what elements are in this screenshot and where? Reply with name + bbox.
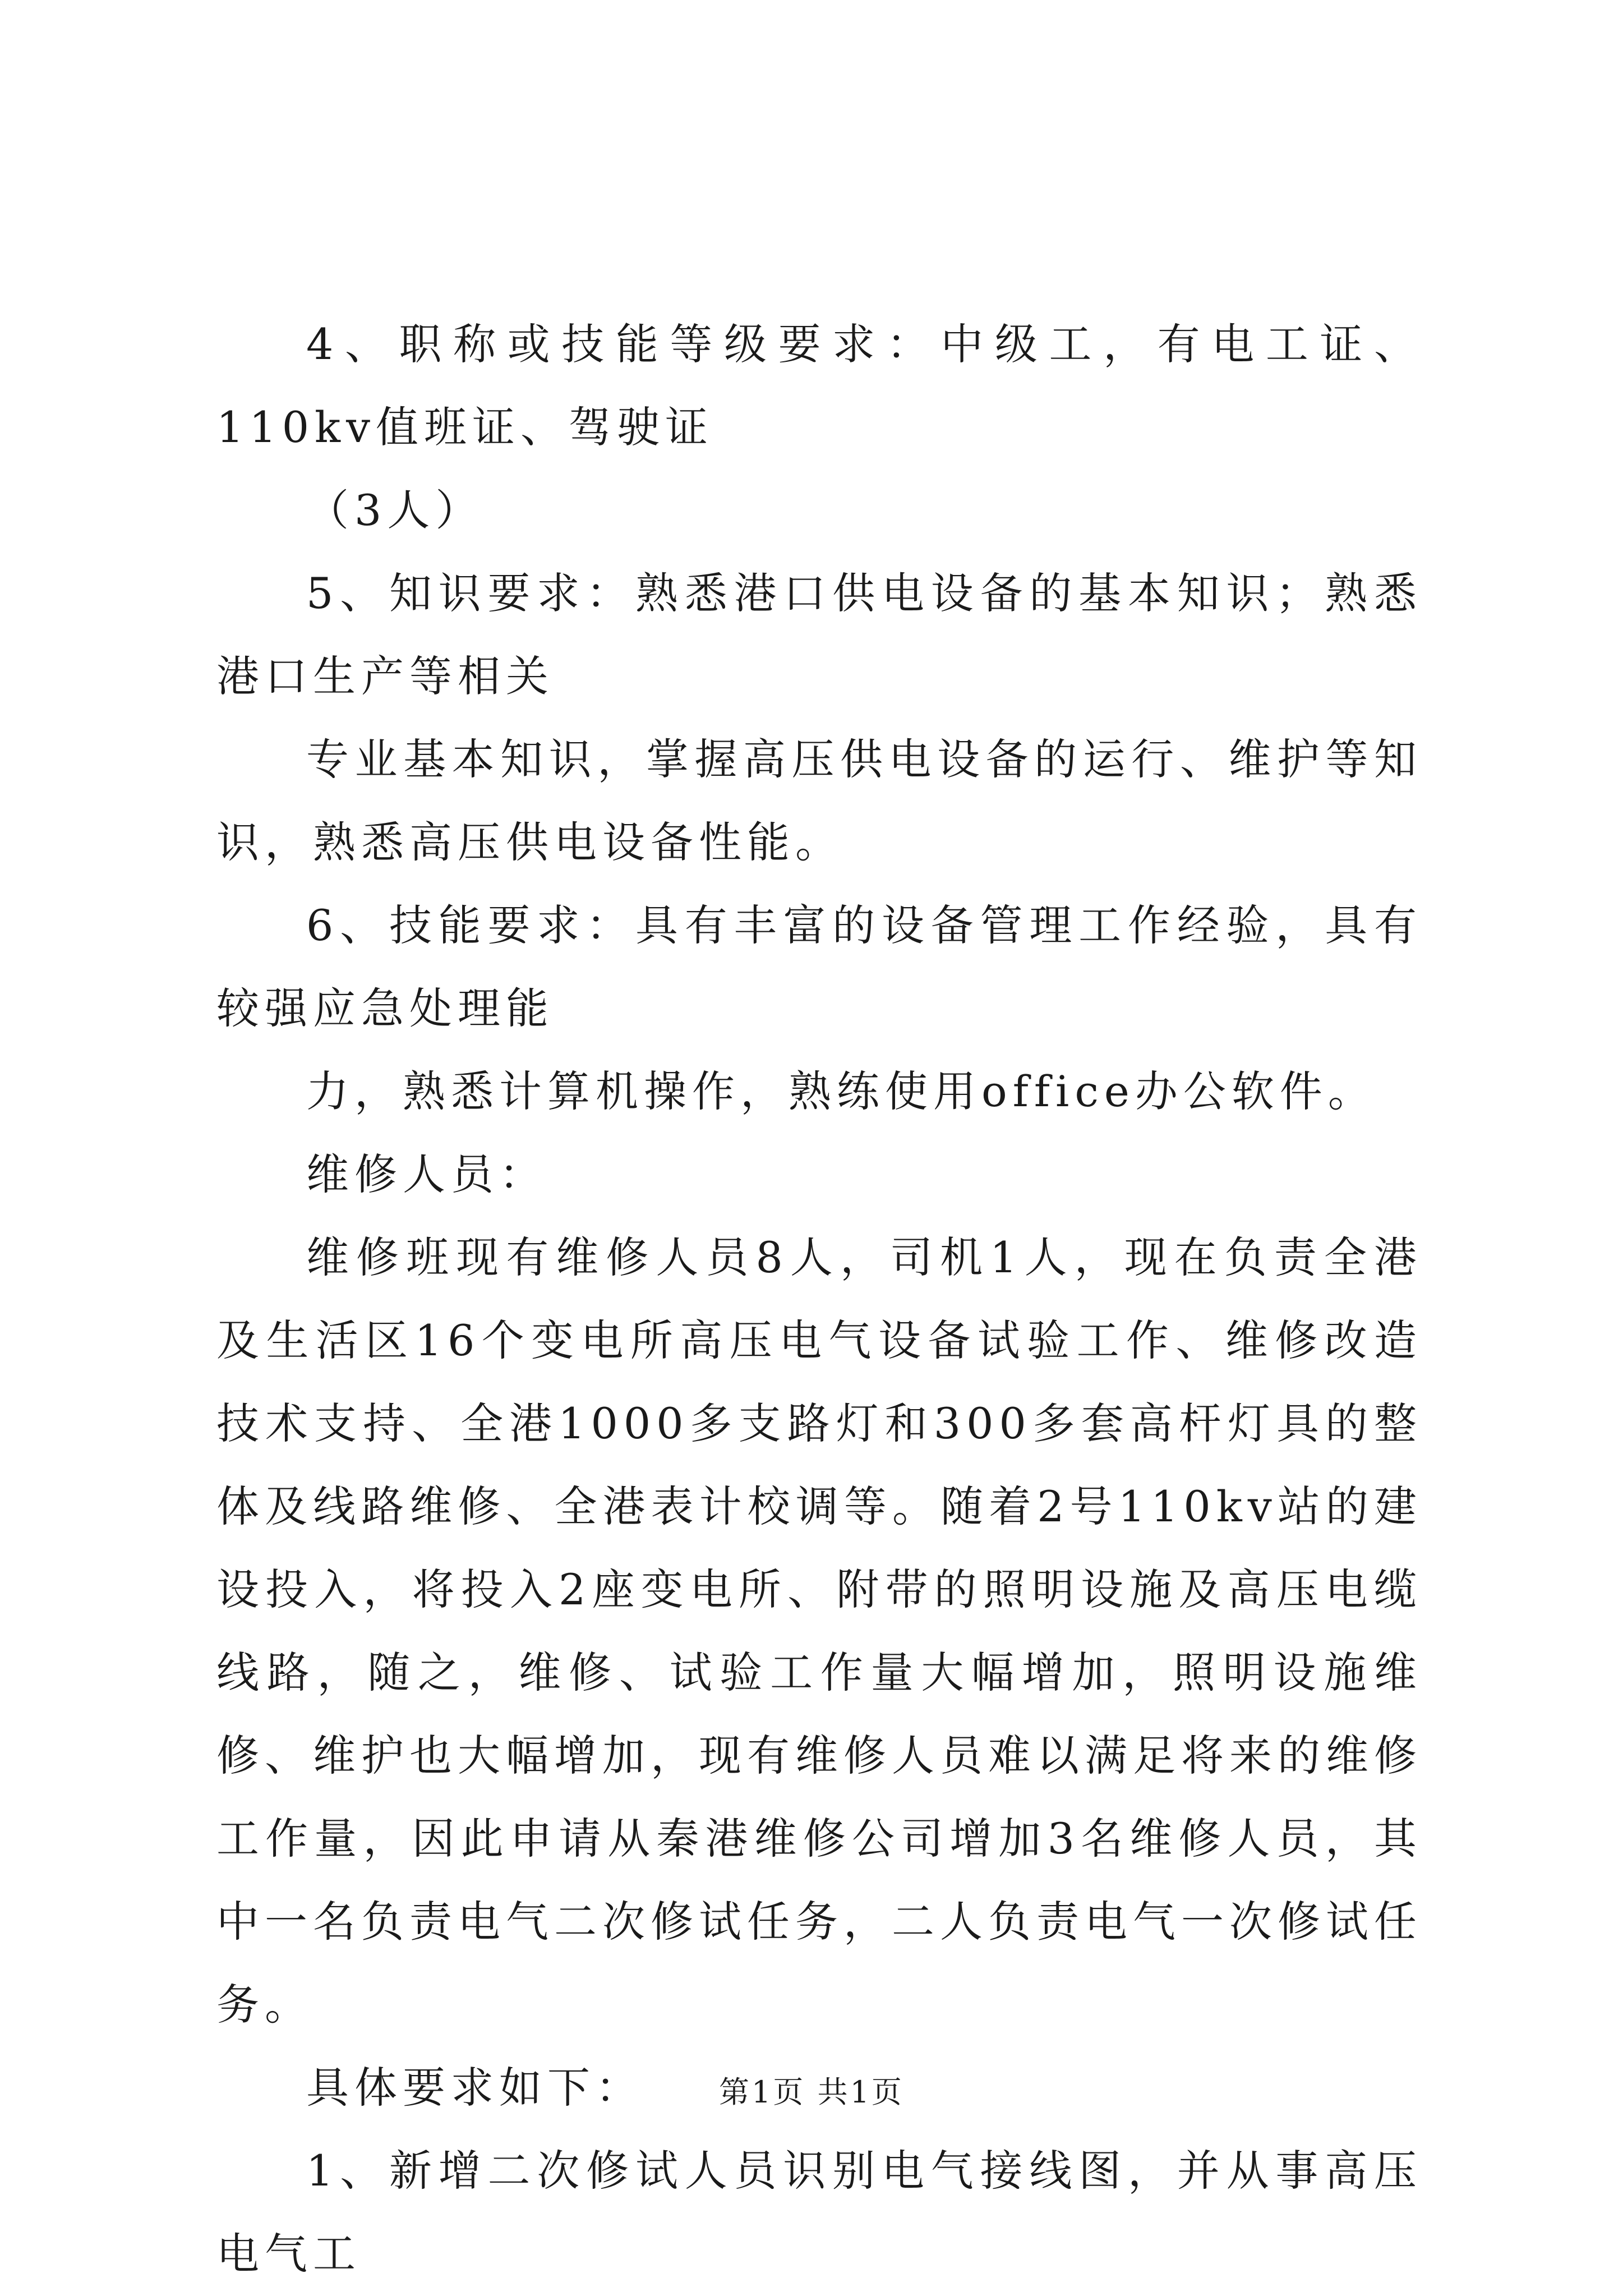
paragraph-skill-requirements: 6、技能要求：具有丰富的设备管理工作经验，具有较强应急处理能 (216, 900, 1422, 1033)
page-number-footer: 第1页 共1页 (719, 2074, 904, 2110)
paragraph-knowledge-requirements: 5、知识要求：熟悉港口供电设备的基本知识；熟悉港口生产等相关 (216, 568, 1422, 701)
paragraph-title-requirements: 4、职称或技能等级要求：中级工，有电工证、110kv值班证、驾驶证 (216, 319, 1422, 452)
paragraph-requirement-1: 1、新增二次修试人员识别电气接线图，并从事高压电气工 (216, 2146, 1422, 2279)
paragraph-skill-detail: 力，熟悉计算机操作，熟练使用office办公软件。 (306, 1066, 1376, 1116)
paragraph-maintenance-staff-heading: 维修人员： (306, 1149, 547, 1199)
paragraph-maintenance-staff-body: 维修班现有维修人员8人，司机1人，现在负责全港及生活区16个变电所高压电气设备试验工作、维修改造技术支持、全港1000多支路灯和300多套高杆灯具的整体及线路维修、全港表计校调等。随着2号110kv站的建设投入，将投入2座变电所、附带的照明设施及高压电缆线路，随之，维修、试验工作量大幅增加，照明设施维修、维护也大幅增加，现有维修人员难以满足将来的维修工作量，因此申请从秦港维修公司增加3名维修人员，其中一名负责电气二次修试任务，二人负责电气一次修试任务。 (216, 1232, 1422, 2030)
paragraph-knowledge-detail: 专业基本知识，掌握高压供电设备的运行、维护等知识，熟悉高压供电设备性能。 (216, 734, 1422, 867)
paragraph-headcount: （3人） (306, 485, 484, 535)
document-body (216, 303, 1422, 2295)
paragraph-specific-requirements: 具体要求如下： (306, 2063, 644, 2113)
